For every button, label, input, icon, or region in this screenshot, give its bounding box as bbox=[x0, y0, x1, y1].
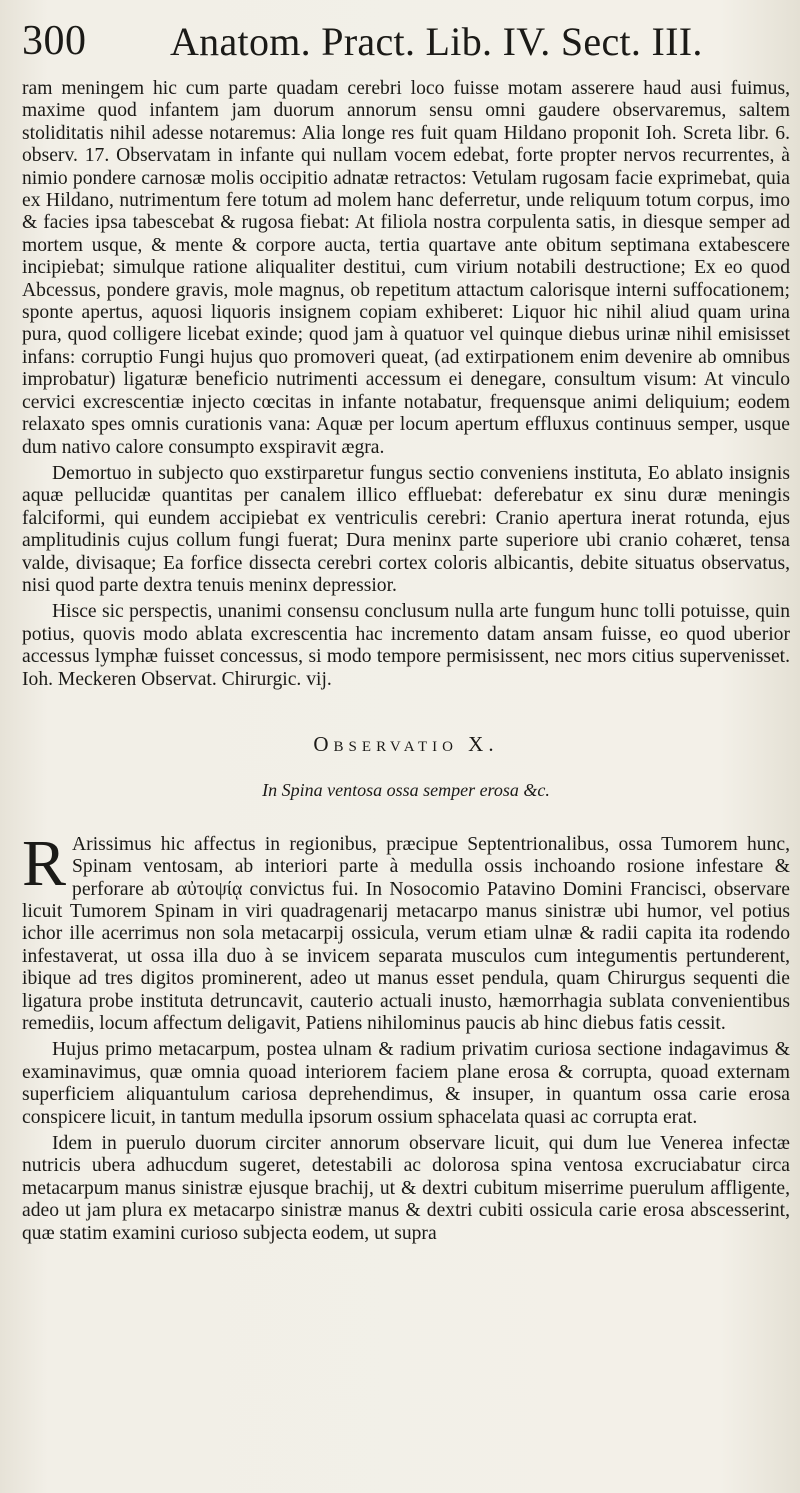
observation-first-paragraph bbox=[22, 826, 790, 1036]
observation-title: Observatio X. bbox=[313, 731, 499, 756]
observation-third-paragraph: Idem in puerulo duorum circiter annorum observare licuit, qui dum lue Venerea infectæ nutricis ubera adhucdum sugeret, detestabili ac dolorosa spina ventosa excruciabatur circa metacarpum manus sinistræ ejusque brachij, ut & dextri cubitum miserrime puerulum affligente, adeo ut jam plura ex metacarpo sinistræ manus & dextri cubiti ossicula carie erosa abscesserint, quæ statim examini curioso subjecta eodem, ut supra bbox=[22, 1133, 790, 1244]
drop-cap: R bbox=[22, 826, 67, 900]
page-body bbox=[22, 78, 790, 1245]
observation-first-paragraph-text: Arissimus hic affectus in regionibus, præcipue Septentrionalibus, ossa Tumorem hunc, Spinam ventosam, ab interiori parte à medulla ossis inchoando rosione infestare & perforare ab αὐτοψίᾳ convictus fui. In Nosocomio Patavino Domini Francisci, observare licuit Tumorem Spinam in viri quadragenarij metacarpo manus sinistræ ubi humor, vel potius ichor ille acerrimus non sola metacarpij ossicula, verum etiam ulnæ & radii capita ita rodendo infestaverat, ut ossa illa duo à se invicem separata musculos cum integumentis pertunderent, ibique ad tres digitos prominerent, adeo ut manus esset pendula, quam Chirurgus sequenti die ligatura probe instituta detruncavit, cauterio actuali inusto, hæmorrhagia sublata convenientibus remediis, locum affectum deligavit, Patiens nihilominus paucis ab hinc diebus fatis cessit. bbox=[22, 833, 790, 1035]
dissection-paragraph: Demortuo in subjecto quo exstirparetur fungus sectio conveniens instituta, Eo ablato insignis aquæ pellucidæ quantitas per canalem illico effluebat: deferebatur ex sinu duræ meningis falciformi, qui eundem accipiebat ex ventriculis cerebri: Cranio apertura inerat rotunda, ejus amplitudinis cujus collum fungi fuerat; Dura meninx parte superiore ubi cranio cohæret, tensa valde, divisaque; Ea forfice dissecta cerebri cortex coloris albicantis, debite situatus observatus, nisi quod parte dextra tenuis meninx depressior. bbox=[22, 462, 790, 596]
observation-subtitle: In Spina ventosa ossa semper erosa &c. bbox=[262, 780, 550, 801]
continued-paragraph: ram meningem hic cum parte quadam cerebri loco fuisse motam asserere haud ausi fuimus, maxime quod infantem jam duorum annorum sensu omni gaudere observaremus, saltem stoliditatis nihil adesse notaremus: Alia longe res fuit quam Hildano proponit Ioh. Screta libr. 6. observ. 17. Observatam in infante qui nullam vocem edebat, forte propter nervos recurrentes, à nimio pondere carnosæ molis occipitio adnatæ retractos: Vetulam rugosam facie exprimebat, quia ex Hildano, nutrimentum fere totum ad molem hanc deferretur, unde reliquum totum corpus, imo & facies ipsa tabescebat & rugosa fiebat: At filiola nostra corpulenta satis, in diesque semper ad mortem usque, & mente & corpore aucta, tertia quartave ante obitum septimana extabescere incipiebat; simulque ratione aliqualiter destitui, cum virium notabili destructione; Ex eo quod Abcessus, pondere gravis, mole magnus, ob repetitum attactum calorisque interni suffocationem; sponte apertus, aquosi liquoris insignem copiam exhiberet: Liquor hic nihil aliud quam urina pura, quod colligere licebat exinde; quod jam à quatuor vel quinque diebus urinæ nihil emisisset infans: corruptio Fungi hujus quo promoveri queat, (ad extirpationem enim devenire ab omnibus improbatur) ligaturæ beneficio nutrimenti accessum ei denegare, consultum visum: At vinculo cervici excrescentiæ injecto cœcitas in infante notabatur, frequensque animi deliquium; eodem relaxato spes omnis curationis vana: Aquæ per locum apertum effluxus continuus semper, usque dum nativo calore consumpto exspiravit ægra. bbox=[22, 78, 790, 458]
running-head: Anatom. Pract. Lib. IV. Sect. III. bbox=[170, 19, 703, 64]
observation-second-paragraph: Hujus primo metacarpum, postea ulnam & radium privatim curiosa sectione indagavimus & examinavimus, quæ omnia quoad interiorem faciem plane erosa & corrupta, quoad externam superficiem aliquantulum cariosa deprehendimus, & insuper, in quantum ossa carie erosa conspicere licuit, in tantum medulla ipsorum ossium sphacelata quasi ac corrupta erat. bbox=[22, 1039, 790, 1128]
page-number: 300 bbox=[22, 18, 87, 64]
conclusion-paragraph: Hisce sic perspectis, unanimi consensu conclusum nulla arte fungum hunc tolli potuisse, quin potius, quovis modo ablata excrescentia hac incremento datam ansam fuisse, eo quod uberior accessus lymphæ fuisset concessus, si modo tempore permisissent, nec mors citius supervenisset. Ioh. Meckeren Observat. Chirurgic. vij. bbox=[22, 601, 790, 690]
observation-body bbox=[22, 826, 790, 1245]
page-header bbox=[22, 16, 790, 78]
